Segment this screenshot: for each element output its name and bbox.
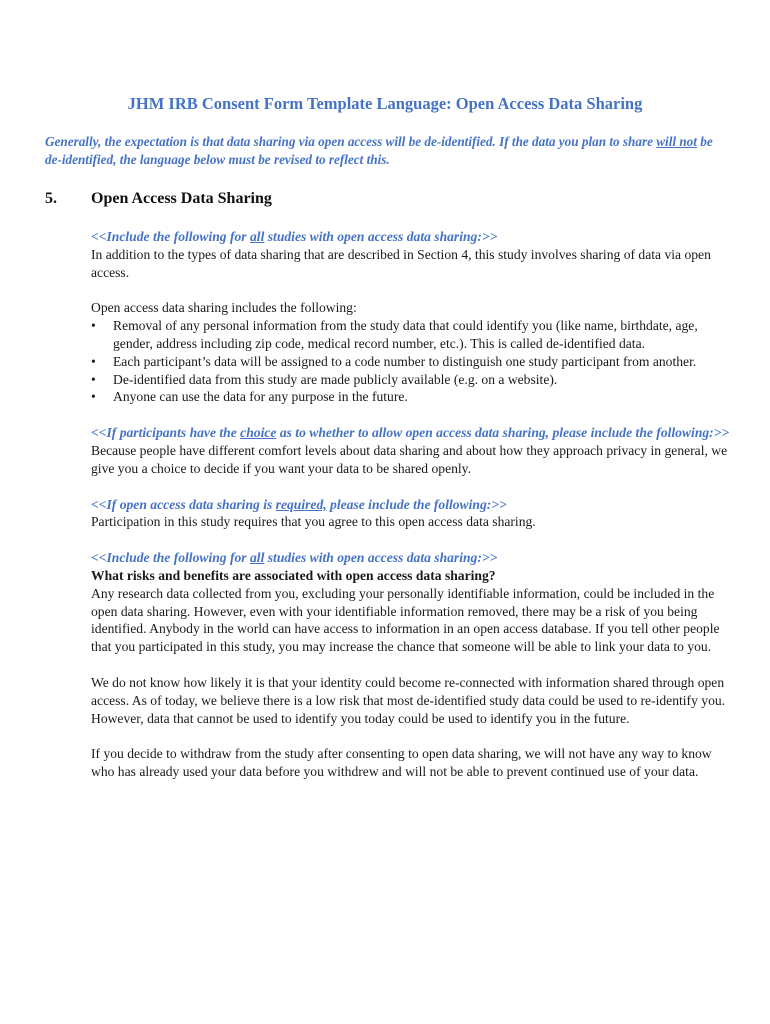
bullet-icon: • xyxy=(91,389,96,405)
list-item-text: De-identified data from this study are made publicly available (e.g. on a website). xyxy=(113,371,558,387)
instruction-required xyxy=(91,496,731,514)
instruction-choice xyxy=(91,424,731,442)
section-heading xyxy=(45,190,725,208)
instruction-all-studies-risks xyxy=(91,549,731,567)
deidentification-note xyxy=(45,133,725,169)
list-item-text: Each participant’s data will be assigned to a code number to distinguish one study participant from another. xyxy=(113,353,697,369)
instruction-underlined: all xyxy=(250,550,265,566)
instruction-text: studies with open access data sharing:>> xyxy=(264,550,498,566)
intro-paragraph: In addition to the types of data sharing that are described in Section 4, this study involves sharing of data via open access. xyxy=(91,246,711,280)
instruction-underlined: required, xyxy=(275,496,327,512)
instruction-text: <<If open access data sharing is xyxy=(91,496,276,512)
bullet-icon: • xyxy=(91,353,96,369)
note-text-part1: Generally, the expectation is that data sharing via open access will be de-identified. If the data you plan to share xyxy=(45,134,657,149)
section-title: Open Access Data Sharing xyxy=(91,190,272,207)
instruction-text: <<Include the following for xyxy=(91,229,250,244)
section-number: 5. xyxy=(45,190,57,207)
required-paragraph: Participation in this study requires that you agree to this open access data sharing. xyxy=(91,514,536,530)
bullet-list xyxy=(91,317,731,406)
list-item xyxy=(91,388,731,406)
list-intro: Open access data sharing includes the following: xyxy=(91,300,357,316)
list-item xyxy=(91,353,731,371)
instruction-text: please include the following:>> xyxy=(326,496,507,512)
instruction-underlined: all xyxy=(250,229,265,244)
instruction-underlined: choice xyxy=(240,425,277,441)
section-body xyxy=(91,228,731,781)
instruction-text: as to whether to allow open access data sharing, please include the following:>> xyxy=(276,425,730,441)
risks-paragraph-2: We do not know how likely it is that your identity could become re-connected with information shared through open access. As of today, we believe there is a low risk that most de-identified study data could be used to re-identify you. However, data that cannot be used to identify you today could be used to identify you in the future. xyxy=(91,674,726,726)
choice-paragraph: Because people have different comfort levels about data sharing and about how they approach privacy in general, we give you a choice to decide if you want your data to be shared openly. xyxy=(91,442,728,476)
list-item-text: Anyone can use the data for any purpose in the future. xyxy=(113,389,408,405)
list-item-text: Removal of any personal information from the study data that could identify you (like name, birthdate, age, gender, address including zip code, medical record number, etc.). This is called de-identified data. xyxy=(113,318,698,351)
list-item xyxy=(91,317,731,353)
bullet-icon: • xyxy=(91,318,96,334)
instruction-text: <<If participants have the xyxy=(91,425,241,441)
instruction-text: studies with open access data sharing:>> xyxy=(264,229,498,244)
list-item xyxy=(91,371,731,389)
note-underlined-text: will not xyxy=(656,134,697,149)
document-title: JHM IRB Consent Form Template Language: Open Access Data Sharing xyxy=(127,94,643,113)
bullet-icon: • xyxy=(91,371,96,387)
instruction-all-studies xyxy=(91,228,731,246)
risks-question-heading: What risks and benefits are associated with open access data sharing? xyxy=(91,567,496,583)
instruction-text: <<Include the following for xyxy=(91,550,250,566)
withdraw-paragraph: If you decide to withdraw from the study after consenting to open data sharing, we will not have any way to know who has already used your data before you withdrew and will not be able to prevent continued use of your data. xyxy=(91,746,712,780)
risks-paragraph-1: Any research data collected from you, excluding your personally identifiable information, could be included in the open data sharing. However, even with your identifiable information removed, there may be a risk of you being identified. Anybody in the world can have access to information in an open access database. If you tell other people that you participated in this study, you may increase the chance that someone will be able to link your data to you. xyxy=(91,585,720,655)
note-text-part2: be de-identified, the language below must be revised to reflect this. xyxy=(45,134,713,167)
